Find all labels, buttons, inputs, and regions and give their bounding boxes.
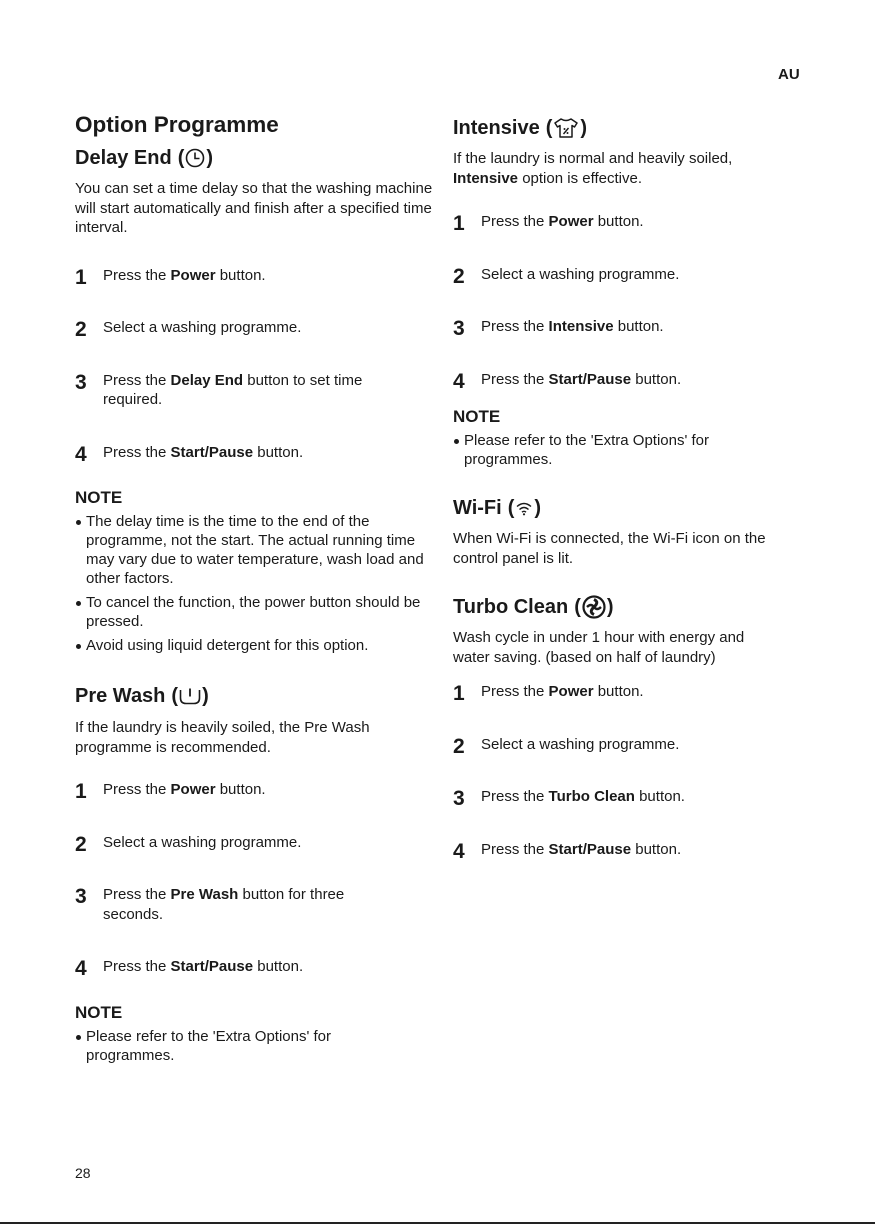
delay-end-step-2: 2 Select a washing programme. bbox=[75, 318, 302, 341]
wifi-heading: Wi-Fi ( ) bbox=[453, 497, 542, 519]
step-number: 2 bbox=[75, 318, 87, 341]
step-number: 3 bbox=[75, 370, 87, 394]
intensive-step-2: 2 Select a washing programme. bbox=[453, 264, 680, 288]
pre-wash-step-2: 2 Select a washing programme. bbox=[75, 832, 302, 856]
pre-wash-step-1: 1 Press the Power button. bbox=[75, 780, 266, 803]
turbo-clean-step-4: 4 Press the Start/Pause button. bbox=[453, 839, 682, 863]
delay-end-intro: You can set a time delay so that the washing machine will start automatically and finish after a specified time interval. bbox=[75, 180, 433, 236]
stained-shirt-icon bbox=[553, 117, 579, 139]
turbo-clean-step-1: 1 Press the Power button. bbox=[453, 682, 644, 705]
delay-end-step-4: 4 Press the Start/Pause button. bbox=[75, 442, 304, 466]
pre-wash-title: Pre Wash bbox=[75, 685, 166, 707]
delay-end-notes bbox=[75, 512, 435, 655]
pre-wash-step-4: 4 Press the Start/Pause button. bbox=[75, 957, 304, 980]
region-code: AU bbox=[778, 66, 800, 83]
delay-end-note-title: NOTE bbox=[75, 488, 123, 507]
step-number: 4 bbox=[453, 369, 465, 393]
basin-icon bbox=[179, 686, 201, 706]
step-number: 1 bbox=[75, 265, 87, 289]
pre-wash-notes bbox=[75, 1027, 365, 1065]
intensive-heading: Intensive ( ) bbox=[453, 117, 588, 139]
step-number: 3 bbox=[453, 317, 465, 340]
step-number: 2 bbox=[75, 832, 87, 856]
step-number: 4 bbox=[75, 957, 87, 980]
delay-end-step-3: 3 Press the Delay End button to set time required. bbox=[75, 370, 363, 408]
pre-wash-intro: If the laundry is heavily soiled, the Pre Wash programme is recommended. bbox=[75, 719, 370, 756]
step-number: 2 bbox=[453, 734, 465, 758]
step-number: 3 bbox=[453, 787, 465, 810]
wifi-icon bbox=[515, 499, 533, 517]
turbo-clean-heading: Turbo Clean ( ) bbox=[453, 596, 614, 618]
intensive-step-3: 3 Press the Intensive button. bbox=[453, 317, 664, 340]
wifi-title: Wi-Fi bbox=[453, 497, 502, 519]
turbo-clean-icon bbox=[582, 595, 606, 619]
intensive-step-4: 4 Press the Start/Pause button. bbox=[453, 369, 682, 393]
delay-end-title: Delay End bbox=[75, 147, 172, 169]
intensive-title: Intensive bbox=[453, 117, 540, 139]
note-item: The delay time is the time to the end of the programme, not the start. The actual running time may vary due to water temperature, wash load and other factors. bbox=[75, 512, 435, 588]
bottom-rule bbox=[0, 1222, 875, 1224]
step-number: 4 bbox=[75, 442, 87, 466]
turbo-clean-step-3: 3 Press the Turbo Clean button. bbox=[453, 787, 685, 810]
pre-wash-note-title: NOTE bbox=[75, 1002, 123, 1022]
step-number: 1 bbox=[453, 212, 465, 235]
turbo-clean-intro: Wash cycle in under 1 hour with energy and water saving. (based on half of laundry) bbox=[453, 629, 745, 666]
clock-icon bbox=[185, 147, 205, 169]
left-column bbox=[75, 111, 435, 1065]
note-item: To cancel the function, the power button should be pressed. bbox=[75, 593, 435, 631]
pre-wash-step-3: 3 Press the Pre Wash button for three seconds. bbox=[75, 885, 345, 923]
step-number: 1 bbox=[75, 780, 87, 803]
delay-end-step-1: 1 Press the Power button. bbox=[75, 265, 266, 289]
turbo-clean-title: Turbo Clean bbox=[453, 596, 569, 618]
intensive-step-1: 1 Press the Power button. bbox=[453, 212, 644, 235]
intensive-notes bbox=[453, 431, 753, 469]
intensive-intro: If the laundry is normal and heavily soiled, Intensive option is effective. bbox=[453, 150, 733, 187]
delay-end-heading: Delay End ( ) bbox=[75, 147, 214, 169]
note-item: Avoid using liquid detergent for this option. bbox=[75, 636, 435, 655]
note-item: Please refer to the 'Extra Options' for programmes. bbox=[453, 431, 753, 469]
step-number: 2 bbox=[453, 264, 465, 288]
step-number: 3 bbox=[75, 885, 87, 908]
page-number: 28 bbox=[75, 1165, 91, 1181]
pre-wash-heading: Pre Wash ( ) bbox=[75, 685, 209, 707]
page-title: Option Programme bbox=[75, 112, 279, 137]
wifi-intro: When Wi-Fi is connected, the Wi-Fi icon on the control panel is lit. bbox=[453, 530, 766, 567]
step-number: 1 bbox=[453, 682, 465, 705]
intensive-note-title: NOTE bbox=[453, 407, 501, 426]
right-column bbox=[453, 116, 813, 863]
note-item: Please refer to the 'Extra Options' for programmes. bbox=[75, 1027, 365, 1065]
step-number: 4 bbox=[453, 839, 465, 863]
turbo-clean-step-2: 2 Select a washing programme. bbox=[453, 734, 680, 758]
